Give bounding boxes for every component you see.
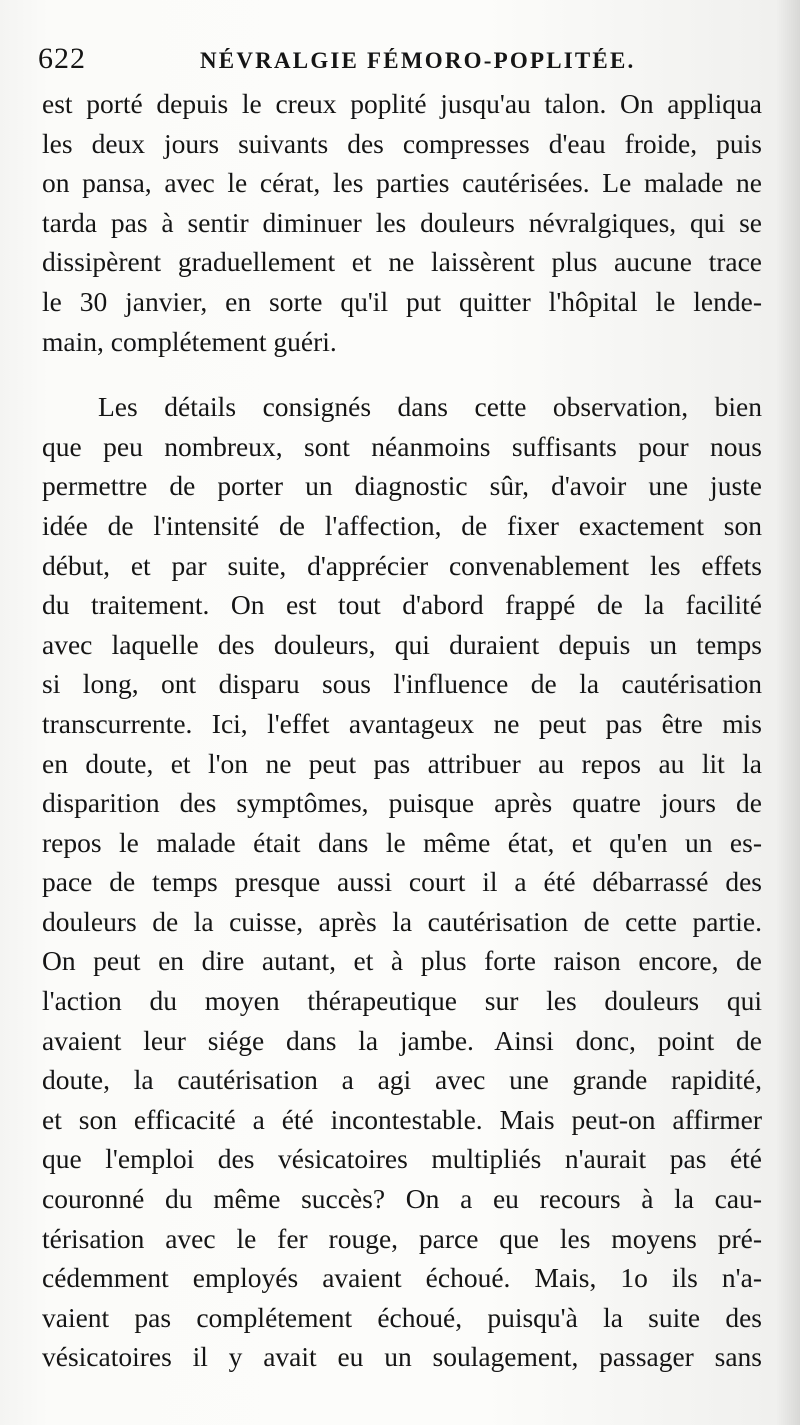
text-line: avaient leur siége dans la jambe. Ainsi donc, point de bbox=[42, 1024, 762, 1056]
text-line: Les détails consignés dans cette observation, bien bbox=[98, 391, 762, 423]
text-line: l'action du moyen thérapeutique sur les douleurs qui bbox=[42, 985, 762, 1017]
text-line: douleurs de la cuisse, après la cautérisation de cette partie. bbox=[42, 905, 762, 937]
running-head bbox=[38, 42, 768, 82]
text-line: début, et par suite, d'apprécier convenablement les effets bbox=[42, 549, 762, 581]
text-line: repos le malade était dans le même état, et qu'en un es- bbox=[42, 826, 762, 858]
text-line: On peut en dire autant, et à plus forte raison encore, de bbox=[42, 945, 762, 977]
paragraph bbox=[42, 84, 762, 361]
text-line: couronné du même succès? On a eu recours à la cau- bbox=[42, 1183, 762, 1215]
body-text bbox=[42, 84, 762, 1377]
text-line: cédemment employés avaient échoué. Mais, 1o ils n'a- bbox=[42, 1262, 762, 1294]
text-line: si long, ont disparu sous l'influence de la cautérisation bbox=[42, 668, 762, 700]
text-line: transcurrente. Ici, l'effet avantageux ne peut pas être mis bbox=[42, 707, 762, 739]
page-number: 622 bbox=[38, 42, 86, 75]
text-line: tarda pas à sentir diminuer les douleurs névralgiques, qui se bbox=[42, 206, 762, 238]
text-line: doute, la cautérisation a agi avec une grande rapidité, bbox=[42, 1064, 762, 1096]
paragraph-spacer bbox=[42, 361, 762, 387]
text-line: dissipèrent graduellement et ne laissèrent plus aucune trace bbox=[42, 246, 762, 278]
text-line: térisation avec le fer rouge, parce que les moyens pré- bbox=[42, 1222, 762, 1254]
text-line: en doute, et l'on ne peut pas attribuer au repos au lit la bbox=[42, 747, 762, 779]
text-line: idée de l'intensité de l'affection, de fixer exactement son bbox=[42, 509, 762, 541]
text-line: vésicatoires il y avait eu un soulagement, passager sans bbox=[42, 1341, 762, 1373]
text-line: avec laquelle des douleurs, qui duraient depuis un temps bbox=[42, 628, 762, 660]
text-line: main, complétement guéri. bbox=[42, 325, 337, 357]
text-line: que l'emploi des vésicatoires multipliés n'aurait pas été bbox=[42, 1143, 762, 1175]
text-line: disparition des symptômes, puisque après quatre jours de bbox=[42, 787, 762, 819]
text-line: on pansa, avec le cérat, les parties cautérisées. Le malade ne bbox=[42, 167, 762, 199]
text-line: les deux jours suivants des compresses d'eau froide, puis bbox=[42, 127, 762, 159]
text-line: que peu nombreux, sont néanmoins suffisants pour nous bbox=[42, 430, 762, 462]
text-line: est porté depuis le creux poplité jusqu'au talon. On appliqua bbox=[42, 88, 762, 119]
running-title: NÉVRALGIE FÉMORO-POPLITÉE. bbox=[200, 48, 636, 73]
paragraph bbox=[42, 387, 762, 1377]
text-line: pace de temps presque aussi court il a été débarrassé des bbox=[42, 866, 762, 898]
text-line: vaient pas complétement échoué, puisqu'à la suite des bbox=[42, 1301, 762, 1333]
text-line: le 30 janvier, en sorte qu'il put quitter l'hôpital le lende- bbox=[42, 285, 762, 317]
text-line: et son efficacité a été incontestable. Mais peut-on affirmer bbox=[42, 1103, 762, 1135]
text-line: permettre de porter un diagnostic sûr, d'avoir une juste bbox=[42, 470, 762, 502]
text-line: du traitement. On est tout d'abord frappé de la facilité bbox=[42, 589, 762, 621]
